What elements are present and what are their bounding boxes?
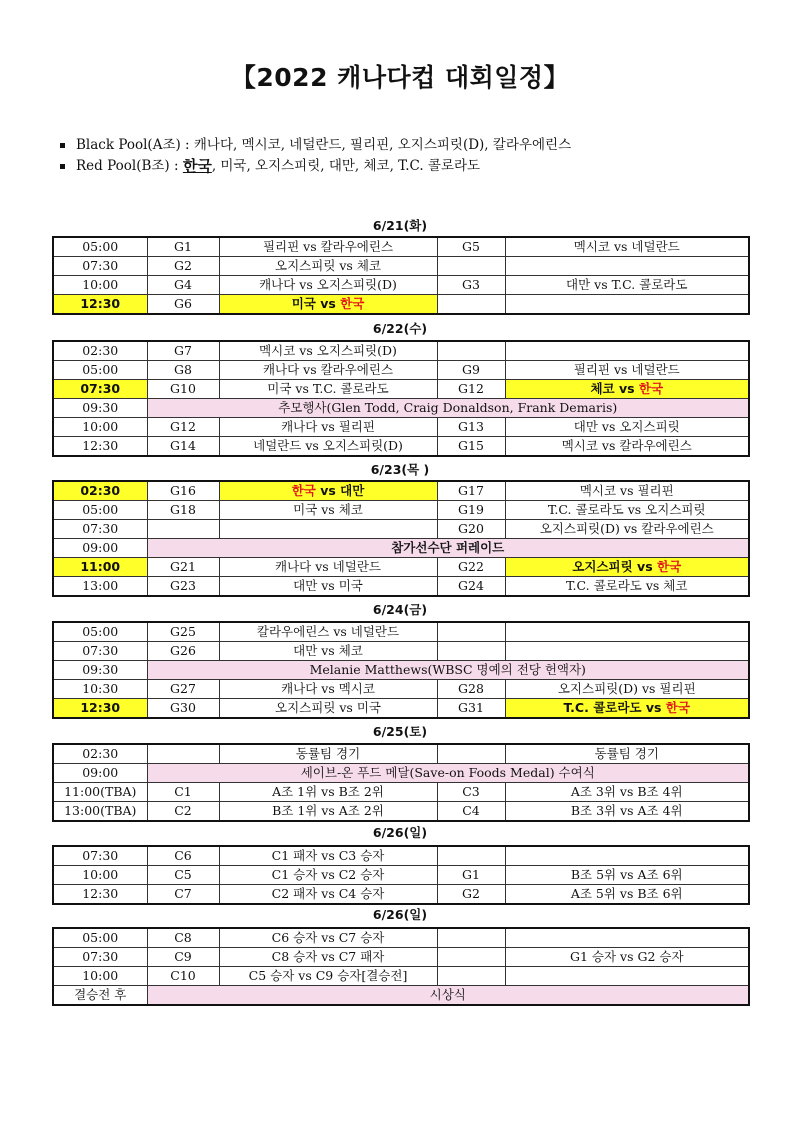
match-cell: 캐나다 vs 멕시코 — [219, 680, 437, 699]
time-cell: 07:30 — [53, 520, 147, 539]
game-id-cell: G19 — [437, 501, 505, 520]
match-cell: B조 1위 vs A조 2위 — [219, 802, 437, 822]
game-id-cell: G26 — [147, 642, 219, 661]
pool-red-highlight: 한국 — [182, 157, 212, 175]
time-cell: 09:30 — [53, 399, 147, 418]
day-label: 6/25(토) — [372, 724, 428, 739]
time-cell: 07:30 — [53, 380, 147, 399]
day-label: 6/26(일) — [372, 907, 428, 922]
game-id-cell — [437, 744, 505, 764]
day-schedule-table — [52, 927, 750, 1006]
time-cell: 12:30 — [53, 437, 147, 457]
match-cell — [505, 622, 749, 642]
game-id-cell: G24 — [437, 577, 505, 597]
table-row — [53, 986, 749, 1006]
event-cell: 추모행사(Glen Todd, Craig Donaldson, Frank Demaris) — [147, 399, 749, 418]
game-id-cell: G1 — [437, 866, 505, 885]
table-row — [53, 642, 749, 661]
game-id-cell: C2 — [147, 802, 219, 822]
table-row — [53, 501, 749, 520]
game-id-cell: G27 — [147, 680, 219, 699]
match-cell: 동률팀 경기 — [219, 744, 437, 764]
day-label: 6/23(목 ) — [370, 462, 430, 477]
match-cell: 캐나다 vs 필리핀 — [219, 418, 437, 437]
match-cell: 칼라우에린스 vs 네덜란드 — [219, 622, 437, 642]
table-row — [53, 885, 749, 905]
match-cell: 미국 vs 체코 — [219, 501, 437, 520]
game-id-cell: G25 — [147, 622, 219, 642]
table-row — [53, 481, 749, 501]
time-cell: 05:00 — [53, 622, 147, 642]
match-cell: 필리핀 vs 네덜란드 — [505, 361, 749, 380]
day-schedule-table — [52, 743, 750, 822]
game-id-cell — [437, 846, 505, 866]
match-cell: C2 패자 vs C4 승자 — [219, 885, 437, 905]
game-id-cell: G15 — [437, 437, 505, 457]
match-cell: 캐나다 vs 오지스피릿(D) — [219, 276, 437, 295]
time-cell: 07:30 — [53, 948, 147, 967]
game-id-cell: C9 — [147, 948, 219, 967]
time-cell: 09:30 — [53, 661, 147, 680]
game-id-cell: C5 — [147, 866, 219, 885]
game-id-cell: C4 — [437, 802, 505, 822]
table-row — [53, 866, 749, 885]
bullet-icon — [60, 164, 65, 169]
time-cell: 09:00 — [53, 539, 147, 558]
time-cell: 07:30 — [53, 846, 147, 866]
table-row — [53, 418, 749, 437]
table-row — [53, 437, 749, 457]
day-schedule-table — [52, 236, 750, 315]
bullet-icon — [60, 143, 65, 148]
day-schedule-table — [52, 621, 750, 719]
time-cell: 02:30 — [53, 341, 147, 361]
match-cell: B조 3위 vs A조 4위 — [505, 802, 749, 822]
day-schedule-table — [52, 845, 750, 905]
time-cell: 02:30 — [53, 744, 147, 764]
time-cell: 13:00 — [53, 577, 147, 597]
time-cell: 07:30 — [53, 257, 147, 276]
game-id-cell: G14 — [147, 437, 219, 457]
time-cell: 11:00(TBA) — [53, 783, 147, 802]
match-cell: A조 3위 vs B조 4위 — [505, 783, 749, 802]
pool-red-text: Red Pool(B조) : — [76, 158, 183, 174]
table-row — [53, 622, 749, 642]
time-cell: 09:00 — [53, 764, 147, 783]
time-cell: 10:00 — [53, 866, 147, 885]
table-row — [53, 520, 749, 539]
table-row — [53, 744, 749, 764]
table-row — [53, 764, 749, 783]
time-cell: 10:00 — [53, 418, 147, 437]
game-id-cell — [147, 744, 219, 764]
game-id-cell: C8 — [147, 928, 219, 948]
match-cell: 필리핀 vs 칼라우에린스 — [219, 237, 437, 257]
game-id-cell — [147, 520, 219, 539]
table-row — [53, 802, 749, 822]
match-cell: 한국 vs 대만 — [219, 481, 437, 501]
game-id-cell: G1 — [147, 237, 219, 257]
day-schedule-table — [52, 480, 750, 597]
match-cell: 멕시코 vs 오지스피릿(D) — [219, 341, 437, 361]
match-cell: T.C. 콜로라도 vs 오지스피릿 — [505, 501, 749, 520]
game-id-cell: G12 — [147, 418, 219, 437]
time-cell: 05:00 — [53, 928, 147, 948]
table-row — [53, 276, 749, 295]
game-id-cell: G5 — [437, 237, 505, 257]
table-row — [53, 680, 749, 699]
game-id-cell: G16 — [147, 481, 219, 501]
event-cell: Melanie Matthews(WBSC 명예의 전당 헌액자) — [147, 661, 749, 680]
game-id-cell: G12 — [437, 380, 505, 399]
table-row — [53, 783, 749, 802]
game-id-cell: G23 — [147, 577, 219, 597]
game-id-cell: G18 — [147, 501, 219, 520]
table-row — [53, 846, 749, 866]
game-id-cell: G13 — [437, 418, 505, 437]
game-id-cell: G4 — [147, 276, 219, 295]
game-id-cell: C1 — [147, 783, 219, 802]
time-cell: 10:00 — [53, 276, 147, 295]
match-cell: C1 승자 vs C2 승자 — [219, 866, 437, 885]
match-cell: 캐나다 vs 칼라우에린스 — [219, 361, 437, 380]
game-id-cell: C7 — [147, 885, 219, 905]
match-cell: 미국 vs T.C. 콜로라도 — [219, 380, 437, 399]
game-id-cell: G30 — [147, 699, 219, 719]
match-cell: 오지스피릿(D) vs 칼라우에린스 — [505, 520, 749, 539]
match-cell: 멕시코 vs 필리핀 — [505, 481, 749, 501]
pool-list — [60, 135, 571, 177]
game-id-cell: G2 — [437, 885, 505, 905]
match-cell: T.C. 콜로라도 vs 체코 — [505, 577, 749, 597]
match-cell: 캐나다 vs 네덜란드 — [219, 558, 437, 577]
table-row — [53, 341, 749, 361]
time-cell: 13:00(TBA) — [53, 802, 147, 822]
match-cell — [505, 295, 749, 315]
match-cell: 오지스피릿 vs 체코 — [219, 257, 437, 276]
table-row — [53, 699, 749, 719]
match-cell: 멕시코 vs 칼라우에린스 — [505, 437, 749, 457]
pool-red-rest: , 미국, 오지스피릿, 대만, 체코, T.C. 콜로라도 — [211, 158, 481, 174]
game-id-cell: G31 — [437, 699, 505, 719]
game-id-cell — [437, 622, 505, 642]
event-cell: 시상식 — [147, 986, 749, 1006]
table-row — [53, 380, 749, 399]
match-cell — [505, 257, 749, 276]
page-title: 【2022 캐나다컵 대회일정】 — [230, 63, 570, 92]
game-id-cell — [437, 928, 505, 948]
match-cell: B조 5위 vs A조 6위 — [505, 866, 749, 885]
match-cell — [219, 520, 437, 539]
pool-black-text: Black Pool(A조) : 캐나다, 멕시코, 네덜란드, 필리핀, 오지스피릿(D), 칼라우에린스 — [76, 137, 572, 153]
game-id-cell: G9 — [437, 361, 505, 380]
table-row — [53, 361, 749, 380]
time-cell: 05:00 — [53, 361, 147, 380]
match-cell: C5 승자 vs C9 승자[결승전] — [219, 967, 437, 986]
table-row — [53, 577, 749, 597]
game-id-cell — [437, 341, 505, 361]
match-cell: 오지스피릿(D) vs 필리핀 — [505, 680, 749, 699]
day-label: 6/22(수) — [372, 321, 428, 336]
table-row — [53, 237, 749, 257]
game-id-cell: G8 — [147, 361, 219, 380]
match-cell: C6 승자 vs C7 승자 — [219, 928, 437, 948]
match-cell: G1 승자 vs G2 승자 — [505, 948, 749, 967]
time-cell: 05:00 — [53, 237, 147, 257]
event-cell: 세이브-온 푸드 메달(Save-on Foods Medal) 수여식 — [147, 764, 749, 783]
match-cell — [505, 967, 749, 986]
time-cell: 07:30 — [53, 642, 147, 661]
game-id-cell: G2 — [147, 257, 219, 276]
game-id-cell: G6 — [147, 295, 219, 315]
game-id-cell — [437, 948, 505, 967]
table-row — [53, 399, 749, 418]
table-row — [53, 295, 749, 315]
match-cell: 네덜란드 vs 오지스피릿(D) — [219, 437, 437, 457]
time-cell: 10:30 — [53, 680, 147, 699]
day-label: 6/26(일) — [372, 825, 428, 840]
match-cell: 동률팀 경기 — [505, 744, 749, 764]
game-id-cell — [437, 295, 505, 315]
event-cell: 참가선수단 퍼레이드 — [147, 539, 749, 558]
table-row — [53, 967, 749, 986]
match-cell: C8 승자 vs C7 패자 — [219, 948, 437, 967]
table-row — [53, 661, 749, 680]
game-id-cell: G3 — [437, 276, 505, 295]
time-cell: 12:30 — [53, 699, 147, 719]
table-row — [53, 558, 749, 577]
pool-black — [60, 135, 571, 156]
time-cell: 10:00 — [53, 967, 147, 986]
match-cell: 대만 vs T.C. 콜로라도 — [505, 276, 749, 295]
table-row — [53, 539, 749, 558]
day-label: 6/24(금) — [372, 602, 428, 617]
match-cell: A조 5위 vs B조 6위 — [505, 885, 749, 905]
game-id-cell — [437, 257, 505, 276]
game-id-cell: G7 — [147, 341, 219, 361]
day-label: 6/21(화) — [372, 218, 428, 233]
game-id-cell — [437, 967, 505, 986]
game-id-cell: G17 — [437, 481, 505, 501]
game-id-cell: G21 — [147, 558, 219, 577]
table-row — [53, 948, 749, 967]
match-cell — [505, 341, 749, 361]
match-cell: T.C. 콜로라도 vs 한국 — [505, 699, 749, 719]
time-cell: 02:30 — [53, 481, 147, 501]
match-cell: 오지스피릿 vs 미국 — [219, 699, 437, 719]
time-cell: 12:30 — [53, 885, 147, 905]
time-cell: 05:00 — [53, 501, 147, 520]
match-cell: 오지스피릿 vs 한국 — [505, 558, 749, 577]
game-id-cell: G20 — [437, 520, 505, 539]
game-id-cell: G22 — [437, 558, 505, 577]
game-id-cell — [437, 642, 505, 661]
match-cell: 멕시코 vs 네덜란드 — [505, 237, 749, 257]
game-id-cell: G28 — [437, 680, 505, 699]
match-cell: 대만 vs 오지스피릿 — [505, 418, 749, 437]
match-cell — [505, 642, 749, 661]
match-cell: 대만 vs 체코 — [219, 642, 437, 661]
game-id-cell: G10 — [147, 380, 219, 399]
match-cell: A조 1위 vs B조 2위 — [219, 783, 437, 802]
game-id-cell: C3 — [437, 783, 505, 802]
match-cell: C1 패자 vs C3 승자 — [219, 846, 437, 866]
match-cell: 체코 vs 한국 — [505, 380, 749, 399]
pool-red — [60, 156, 571, 177]
time-cell: 결승전 후 — [53, 986, 147, 1006]
table-row — [53, 928, 749, 948]
game-id-cell: C6 — [147, 846, 219, 866]
game-id-cell: C10 — [147, 967, 219, 986]
match-cell: 대만 vs 미국 — [219, 577, 437, 597]
match-cell — [505, 928, 749, 948]
table-row — [53, 257, 749, 276]
day-schedule-table — [52, 340, 750, 457]
match-cell: 미국 vs 한국 — [219, 295, 437, 315]
match-cell — [505, 846, 749, 866]
time-cell: 12:30 — [53, 295, 147, 315]
time-cell: 11:00 — [53, 558, 147, 577]
